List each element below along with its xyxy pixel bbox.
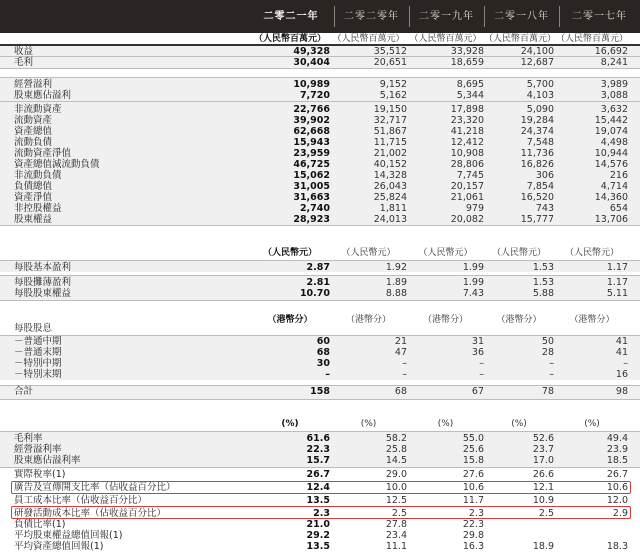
value-cell: 51,867 — [373, 126, 407, 137]
value-cell: 17.0 — [532, 455, 554, 466]
value-cell: 5,344 — [456, 90, 484, 101]
value-cell: 18.3 — [606, 541, 628, 552]
value-cell: 7,548 — [526, 137, 554, 148]
value-cell: 10,908 — [450, 148, 484, 159]
row-divider — [0, 260, 640, 261]
table-row — [0, 519, 640, 530]
table-row — [0, 46, 640, 57]
value-cell: 60 — [316, 336, 330, 347]
value-cell: 3,989 — [600, 79, 628, 90]
red-highlight-box — [11, 481, 631, 494]
value-cell: 41,218 — [450, 126, 484, 137]
value-cell: 98 — [615, 386, 628, 397]
value-cell: 68 — [394, 386, 407, 397]
value-cell: 12,687 — [520, 57, 554, 68]
value-cell: 2.5 — [391, 508, 407, 519]
value-cell: 33,928 — [450, 46, 484, 57]
value-cell: 1.53 — [532, 277, 554, 288]
table-row — [0, 57, 640, 68]
row-divider — [0, 77, 640, 78]
value-cell: (%) — [584, 419, 600, 429]
value-cell: (%) — [360, 419, 377, 429]
row-label: －特別末期 — [14, 369, 62, 380]
value-cell — [250, 323, 330, 334]
value-cell: （港幣分） — [422, 315, 468, 325]
row-label: 經營溢利率 — [14, 444, 62, 455]
value-cell: 22.3 — [462, 519, 484, 530]
value-cell: 15.7 — [306, 455, 330, 466]
table-row — [0, 444, 640, 455]
value-cell: 15,777 — [520, 214, 554, 225]
table-row — [0, 104, 640, 115]
value-cell: 24,100 — [520, 46, 554, 57]
table-row — [0, 90, 640, 101]
value-cell: 29.0 — [385, 469, 407, 480]
value-cell: （人民幣百萬元） — [556, 34, 629, 44]
value-cell: 4,103 — [526, 90, 554, 101]
value-cell: 18.9 — [532, 541, 554, 552]
value-cell: 12.0 — [606, 495, 628, 506]
value-cell: 18.5 — [606, 455, 628, 466]
value-cell: 15,062 — [293, 170, 330, 181]
value-cell: （人民幣百萬元） — [409, 34, 482, 44]
value-cell: 2,740 — [299, 203, 330, 214]
value-cell: 22,766 — [293, 104, 330, 115]
value-cell: – — [402, 358, 407, 369]
table-row — [0, 214, 640, 225]
value-cell: （人民幣百萬元） — [484, 34, 557, 44]
value-cell: 306 — [535, 170, 554, 181]
year-header-2020: 二零二零年 — [344, 11, 399, 22]
value-cell: 5,162 — [379, 90, 407, 101]
table-row — [0, 148, 640, 159]
value-cell: （人民幣元） — [564, 248, 619, 258]
row-label: 負債比率(1) — [14, 519, 66, 530]
value-cell: – — [623, 358, 628, 369]
value-cell: 24,374 — [520, 126, 554, 137]
value-cell: 1,811 — [379, 203, 407, 214]
value-cell: 50 — [541, 336, 554, 347]
value-cell: – — [479, 358, 484, 369]
value-cell: 55.0 — [462, 433, 484, 444]
row-label: －普通末期 — [14, 347, 62, 358]
value-cell: 26,043 — [373, 181, 407, 192]
value-cell — [407, 323, 484, 334]
row-divider — [0, 275, 640, 276]
row-divider — [0, 467, 640, 468]
value-cell: 5.11 — [606, 288, 628, 299]
table-row — [0, 159, 640, 170]
value-cell: 20,651 — [373, 57, 407, 68]
value-cell: 9,152 — [379, 79, 407, 90]
row-label: 非流動負債 — [14, 170, 62, 181]
value-cell: 2.3 — [468, 508, 484, 519]
value-cell: 28,923 — [293, 214, 330, 225]
table-row — [0, 455, 640, 466]
value-cell: 16.3 — [462, 541, 484, 552]
value-cell: 40,152 — [373, 159, 407, 170]
value-cell: 12.5 — [385, 495, 407, 506]
value-cell: 30,404 — [293, 57, 330, 68]
value-cell: 10.9 — [532, 495, 554, 506]
value-cell: 8,241 — [600, 57, 628, 68]
row-label: 每股基本盈利 — [14, 262, 72, 273]
value-cell — [556, 519, 628, 530]
value-cell: 8.88 — [385, 288, 407, 299]
value-cell: 23,320 — [450, 115, 484, 126]
table-row — [0, 79, 640, 90]
value-cell: 28,806 — [450, 159, 484, 170]
table-row — [0, 115, 640, 126]
value-cell: 23.9 — [606, 444, 628, 455]
value-cell: 10,944 — [594, 148, 628, 159]
value-cell: 29.8 — [462, 530, 484, 541]
value-cell: 21,061 — [450, 192, 484, 203]
row-divider — [0, 101, 640, 102]
value-cell: （人民幣百萬元） — [253, 34, 326, 44]
value-cell: 11,736 — [520, 148, 554, 159]
unit-header-row — [0, 248, 640, 259]
row-label: 研發活動成本比率（佔收益百分比） — [14, 508, 167, 519]
value-cell: 11.1 — [385, 541, 407, 552]
value-cell: 13.5 — [306, 541, 330, 552]
value-cell: （港幣分） — [267, 315, 313, 325]
table-row — [0, 137, 640, 148]
row-label: 經營溢利 — [14, 79, 53, 90]
table-row — [0, 347, 640, 358]
table-row — [0, 433, 640, 444]
value-cell: 46,725 — [293, 159, 330, 170]
value-cell: 25.8 — [385, 444, 407, 455]
table-row — [0, 170, 640, 181]
table-row — [0, 541, 640, 552]
table-row — [0, 369, 640, 380]
value-cell: – — [549, 369, 554, 380]
row-label: 流動負債 — [14, 137, 53, 148]
row-label: 實際稅率(1) — [14, 469, 66, 480]
value-cell: 49.4 — [606, 433, 628, 444]
value-cell: 17,898 — [450, 104, 484, 115]
row-label: 合計 — [14, 386, 34, 397]
value-cell: 31 — [471, 336, 484, 347]
value-cell: 7,854 — [526, 181, 554, 192]
value-cell: – — [479, 369, 484, 380]
row-label: 流動資產 — [14, 115, 53, 126]
value-cell: 13,706 — [594, 214, 628, 225]
value-cell: 21 — [394, 336, 407, 347]
row-label: 非流動資產 — [14, 104, 62, 115]
row-label: 毛利 — [14, 57, 34, 68]
year-header-2019: 二零一九年 — [419, 11, 474, 22]
value-cell: 16 — [615, 369, 628, 380]
value-cell: 26.7 — [606, 469, 628, 480]
value-cell: 14.5 — [385, 455, 407, 466]
value-cell: 11.7 — [462, 495, 484, 506]
row-label: 股東應佔溢利 — [14, 90, 72, 101]
table-row — [0, 323, 640, 334]
value-cell: 1.92 — [385, 262, 407, 273]
value-cell: 13.5 — [306, 495, 330, 506]
row-label: 資產淨值 — [14, 192, 53, 203]
value-cell: （人民幣元） — [341, 248, 396, 258]
value-cell — [330, 323, 407, 334]
value-cell: 39,902 — [293, 115, 330, 126]
row-divider — [0, 399, 640, 400]
value-cell: 62,668 — [293, 126, 330, 137]
value-cell: 21,002 — [373, 148, 407, 159]
value-cell: 15,442 — [594, 115, 628, 126]
table-row — [0, 288, 640, 299]
value-cell: 23.7 — [532, 444, 554, 455]
value-cell: 28 — [541, 347, 554, 358]
value-cell: 2.9 — [612, 508, 628, 519]
table-row — [0, 386, 640, 397]
value-cell: 10,989 — [293, 79, 330, 90]
value-cell: 31,005 — [293, 181, 330, 192]
value-cell: 14,576 — [594, 159, 628, 170]
year-header-2021: 二零二一年 — [263, 11, 319, 22]
row-label: 廣告及宣傳開支比率（佔收益百分比） — [14, 482, 176, 493]
row-label: 平均資產總值回報(1) — [14, 541, 104, 552]
table-row — [0, 277, 640, 288]
value-cell: – — [325, 369, 330, 380]
value-cell — [556, 530, 628, 541]
value-cell: 8,695 — [456, 79, 484, 90]
year-header-2017: 二零一七年 — [572, 11, 627, 22]
row-label: 平均股東權益總值回報(1) — [14, 530, 123, 541]
table-row — [0, 336, 640, 347]
value-cell: 743 — [535, 203, 554, 214]
value-cell: 68 — [316, 347, 330, 358]
value-cell: 32,717 — [373, 115, 407, 126]
value-cell: 27.6 — [462, 469, 484, 480]
table-row — [0, 203, 640, 214]
value-cell: （人民幣元） — [491, 248, 546, 258]
value-cell: 19,150 — [373, 104, 407, 115]
table-row — [0, 126, 640, 137]
table-row — [0, 530, 640, 541]
value-cell: (%) — [437, 419, 454, 429]
value-cell: 20,082 — [450, 214, 484, 225]
value-cell: （港幣分） — [496, 315, 542, 325]
value-cell: 41 — [615, 347, 628, 358]
value-cell: – — [402, 369, 407, 380]
row-divider — [0, 300, 640, 301]
value-cell: 41 — [615, 336, 628, 347]
value-cell: 25.6 — [462, 444, 484, 455]
value-cell: 24,013 — [373, 214, 407, 225]
value-cell: 2.3 — [313, 508, 330, 519]
value-cell: 158 — [310, 386, 330, 397]
value-cell: 49,328 — [293, 46, 330, 57]
value-cell: 3,088 — [600, 90, 628, 101]
value-cell: 4,498 — [600, 137, 628, 148]
value-cell: 2.87 — [306, 262, 330, 273]
row-divider — [0, 431, 640, 432]
value-cell: 58.2 — [385, 433, 407, 444]
value-cell: 23,959 — [293, 148, 330, 159]
value-cell: 4,714 — [600, 181, 628, 192]
value-cell: 14,328 — [373, 170, 407, 181]
value-cell: （人民幣元） — [262, 248, 317, 258]
value-cell: 10.6 — [462, 482, 484, 493]
value-cell: 52.6 — [532, 433, 554, 444]
value-cell: 15,943 — [293, 137, 330, 148]
value-cell: 7.43 — [462, 288, 484, 299]
value-cell: 19,284 — [520, 115, 554, 126]
value-cell: 12,412 — [450, 137, 484, 148]
table-row — [0, 181, 640, 192]
value-cell: 19,074 — [594, 126, 628, 137]
value-cell — [484, 323, 554, 334]
red-highlight-box — [11, 506, 631, 519]
value-cell: 2.5 — [538, 508, 554, 519]
value-cell: 1.17 — [606, 277, 628, 288]
value-cell: 5.88 — [532, 288, 554, 299]
table-row — [0, 192, 640, 203]
value-cell: 1.99 — [462, 262, 484, 273]
row-label: 收益 — [14, 46, 34, 57]
value-cell: 1.53 — [532, 262, 554, 273]
value-cell: 31,663 — [293, 192, 330, 203]
value-cell: 14,360 — [594, 192, 628, 203]
unit-header-row — [0, 34, 640, 45]
year-header-bar — [0, 0, 640, 33]
value-cell: 12.1 — [532, 482, 554, 493]
value-cell: 654 — [609, 203, 628, 214]
row-label: 每股攤薄盈利 — [14, 277, 72, 288]
value-cell: 216 — [609, 170, 628, 181]
row-label: 股東權益 — [14, 214, 53, 225]
value-cell: 25,824 — [373, 192, 407, 203]
value-cell — [484, 530, 554, 541]
value-cell: 67 — [471, 386, 484, 397]
year-header-2018: 二零一八年 — [494, 11, 549, 22]
value-cell: 16,692 — [594, 46, 628, 57]
value-cell: 61.6 — [306, 433, 330, 444]
value-cell: 26.6 — [532, 469, 554, 480]
value-cell: （人民幣元） — [418, 248, 473, 258]
row-label: －特別中期 — [14, 358, 62, 369]
row-label: 流動資產淨值 — [14, 148, 72, 159]
row-label: 每股股東權益 — [14, 288, 72, 299]
value-cell: (%) — [281, 419, 299, 429]
table-row — [0, 358, 640, 369]
row-label: 股東應佔溢利率 — [14, 455, 81, 466]
row-label: 每股股息 — [14, 323, 53, 334]
table-row — [0, 469, 640, 480]
value-cell: 23.4 — [385, 530, 407, 541]
row-label: 資產總值 — [14, 126, 53, 137]
value-cell: 30 — [316, 358, 330, 369]
row-label: －普通中期 — [14, 336, 62, 347]
row-divider — [0, 225, 640, 226]
value-cell: 16,520 — [520, 192, 554, 203]
value-cell: 78 — [541, 386, 554, 397]
value-cell: 1.89 — [385, 277, 407, 288]
value-cell: 10.0 — [385, 482, 407, 493]
value-cell: （人民幣百萬元） — [332, 34, 405, 44]
value-cell: 29.2 — [306, 530, 330, 541]
value-cell: 12.4 — [306, 482, 330, 493]
value-cell: (%) — [511, 419, 527, 429]
value-cell: 21.0 — [306, 519, 330, 530]
value-cell: 2.81 — [306, 277, 330, 288]
table-row — [0, 262, 640, 273]
value-cell: 26.7 — [306, 469, 330, 480]
value-cell: 20,157 — [450, 181, 484, 192]
value-cell: 16,826 — [520, 159, 554, 170]
value-cell: 7,720 — [299, 90, 330, 101]
row-label: 員工成本比率（佔收益百分比） — [14, 495, 148, 506]
row-label: 毛利率 — [14, 433, 43, 444]
row-label: 非控股權益 — [14, 203, 62, 214]
value-cell: 10.70 — [299, 288, 330, 299]
value-cell: 15.8 — [462, 455, 484, 466]
value-cell: 1.99 — [462, 277, 484, 288]
value-cell: 18,659 — [450, 57, 484, 68]
value-cell: 7,745 — [456, 170, 484, 181]
table-row — [0, 495, 640, 506]
value-cell: 979 — [465, 203, 484, 214]
value-cell: 1.17 — [606, 262, 628, 273]
value-cell: – — [549, 358, 554, 369]
value-cell: （港幣分） — [345, 315, 391, 325]
value-cell: 10.6 — [606, 482, 628, 493]
value-cell: 3,632 — [600, 104, 628, 115]
value-cell — [556, 323, 628, 334]
value-cell: 22.3 — [306, 444, 330, 455]
row-divider — [0, 68, 640, 69]
row-label: 資產總值減流動負債 — [14, 159, 100, 170]
value-cell — [484, 519, 554, 530]
row-label: 負債總值 — [14, 181, 53, 192]
value-cell: 36 — [471, 347, 484, 358]
value-cell: 35,512 — [373, 46, 407, 57]
value-cell: 47 — [394, 347, 407, 358]
value-cell: 27.8 — [385, 519, 407, 530]
value-cell: 11,715 — [373, 137, 407, 148]
unit-header-row — [0, 419, 640, 430]
value-cell: 5,090 — [526, 104, 554, 115]
value-cell: 5,700 — [526, 79, 554, 90]
value-cell: （港幣分） — [569, 315, 615, 325]
